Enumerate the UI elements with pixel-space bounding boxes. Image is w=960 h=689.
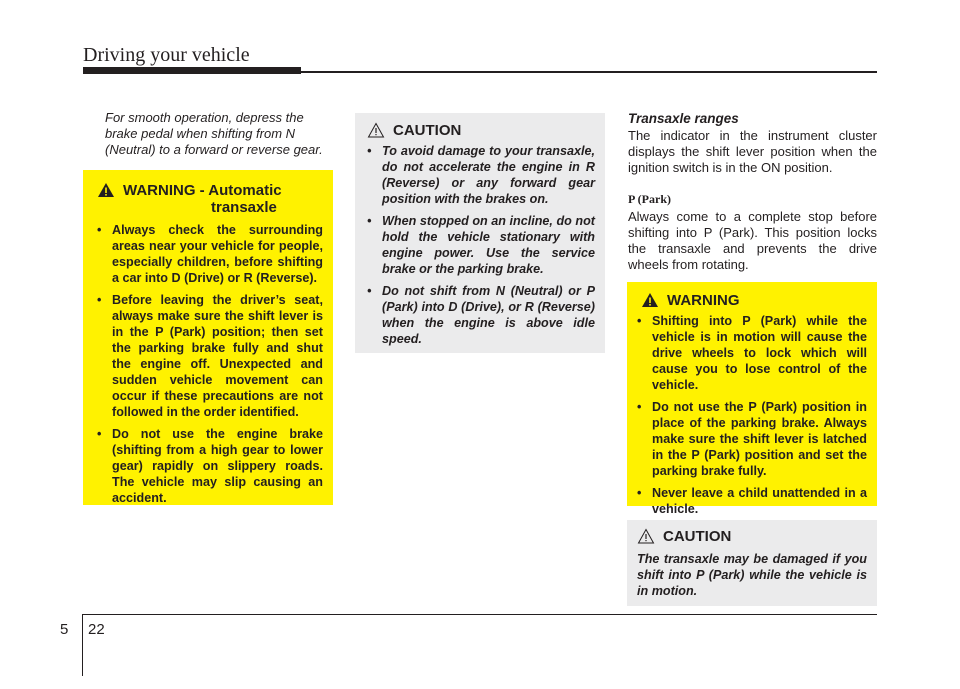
caution-box-park (627, 520, 877, 606)
list-item: • Always check the surrounding areas near your vehicle for people, especially children, before shifting a car into D (Drive) or R (Reverse). (97, 222, 323, 286)
caution-title: CAUTION (393, 122, 462, 139)
footer-divider (82, 614, 83, 676)
list-item: • Before leaving the driver’s seat, always make sure the shift lever is in the P (Park) position; then set the parking brake fully and shut the engine off. Unexpected and sudden vehicle movement can occur if these precautions are not followed in the order identified. (97, 292, 323, 420)
warning-title-line1: WARNING - Automatic (123, 182, 282, 199)
footer-rule (83, 614, 877, 615)
intro-paragraph: For smooth operation, depress the brake pedal when shifting from N (Neutral) to a forward or reverse gear. (105, 110, 323, 157)
warning-title: WARNING (667, 292, 740, 309)
header-rule-thin (301, 71, 877, 73)
warning-list (637, 313, 867, 517)
warning-heading (637, 292, 867, 309)
warning-title-line2: transaxle (211, 199, 277, 216)
list-item: • Do not use the P (Park) position in place of the parking brake. Always make sure the shift lever is latched in the P (Park) position and set the parking brake fully. (637, 399, 867, 479)
list-item: • When stopped on an incline, do not hold the vehicle stationary with engine power. Use the service brake or the parking brake. (367, 213, 595, 277)
caution-title: CAUTION (663, 528, 732, 545)
list-item: • Shifting into P (Park) while the vehicle is in motion will cause the drive wheels to lock which will cause you to lose control of the vehicle. (637, 313, 867, 393)
page-header-title: Driving your vehicle (83, 44, 250, 66)
list-item: • To avoid damage to your transaxle, do not accelerate the engine in R (Reverse) or any forward gear position with the brakes on. (367, 143, 595, 207)
caution-list (367, 143, 595, 347)
warning-box-automatic-transaxle (83, 170, 333, 505)
caution-text: The transaxle may be damaged if you shift into P (Park) while the vehicle is in motion. (637, 552, 867, 598)
caution-triangle-icon (367, 122, 385, 138)
caution-box-transaxle (355, 113, 605, 353)
section-paragraph: The indicator in the instrument cluster displays the shift lever position when the ignition switch is in the ON position. (628, 128, 877, 175)
park-heading: P (Park) (628, 192, 671, 206)
list-item: • Do not use the engine brake (shifting from a high gear to lower gear) rapidly on slippery roads. The vehicle may slip causing an accident. (97, 426, 323, 506)
caution-heading (367, 122, 595, 139)
warning-list (97, 222, 323, 506)
chapter-number: 5 (60, 621, 69, 638)
warning-triangle-icon (641, 292, 659, 308)
caution-heading (637, 528, 867, 545)
warning-triangle-icon (97, 182, 115, 198)
list-item: • Never leave a child unattended in a vehicle. (637, 485, 867, 517)
warning-heading (97, 182, 323, 216)
page-number: 22 (88, 621, 105, 638)
warning-box-park (627, 282, 877, 516)
park-paragraph: Always come to a complete stop before shifting into P (Park). This position locks the transaxle and prevents the drive wheels from rotating. (628, 209, 877, 272)
caution-triangle-icon (637, 528, 655, 544)
section-title-transaxle-ranges: Transaxle ranges (628, 111, 739, 126)
list-item: • Do not shift from N (Neutral) or P (Park) into D (Drive), or R (Reverse) when the engine is above idle speed. (367, 283, 595, 347)
header-rule-thick (83, 67, 301, 74)
